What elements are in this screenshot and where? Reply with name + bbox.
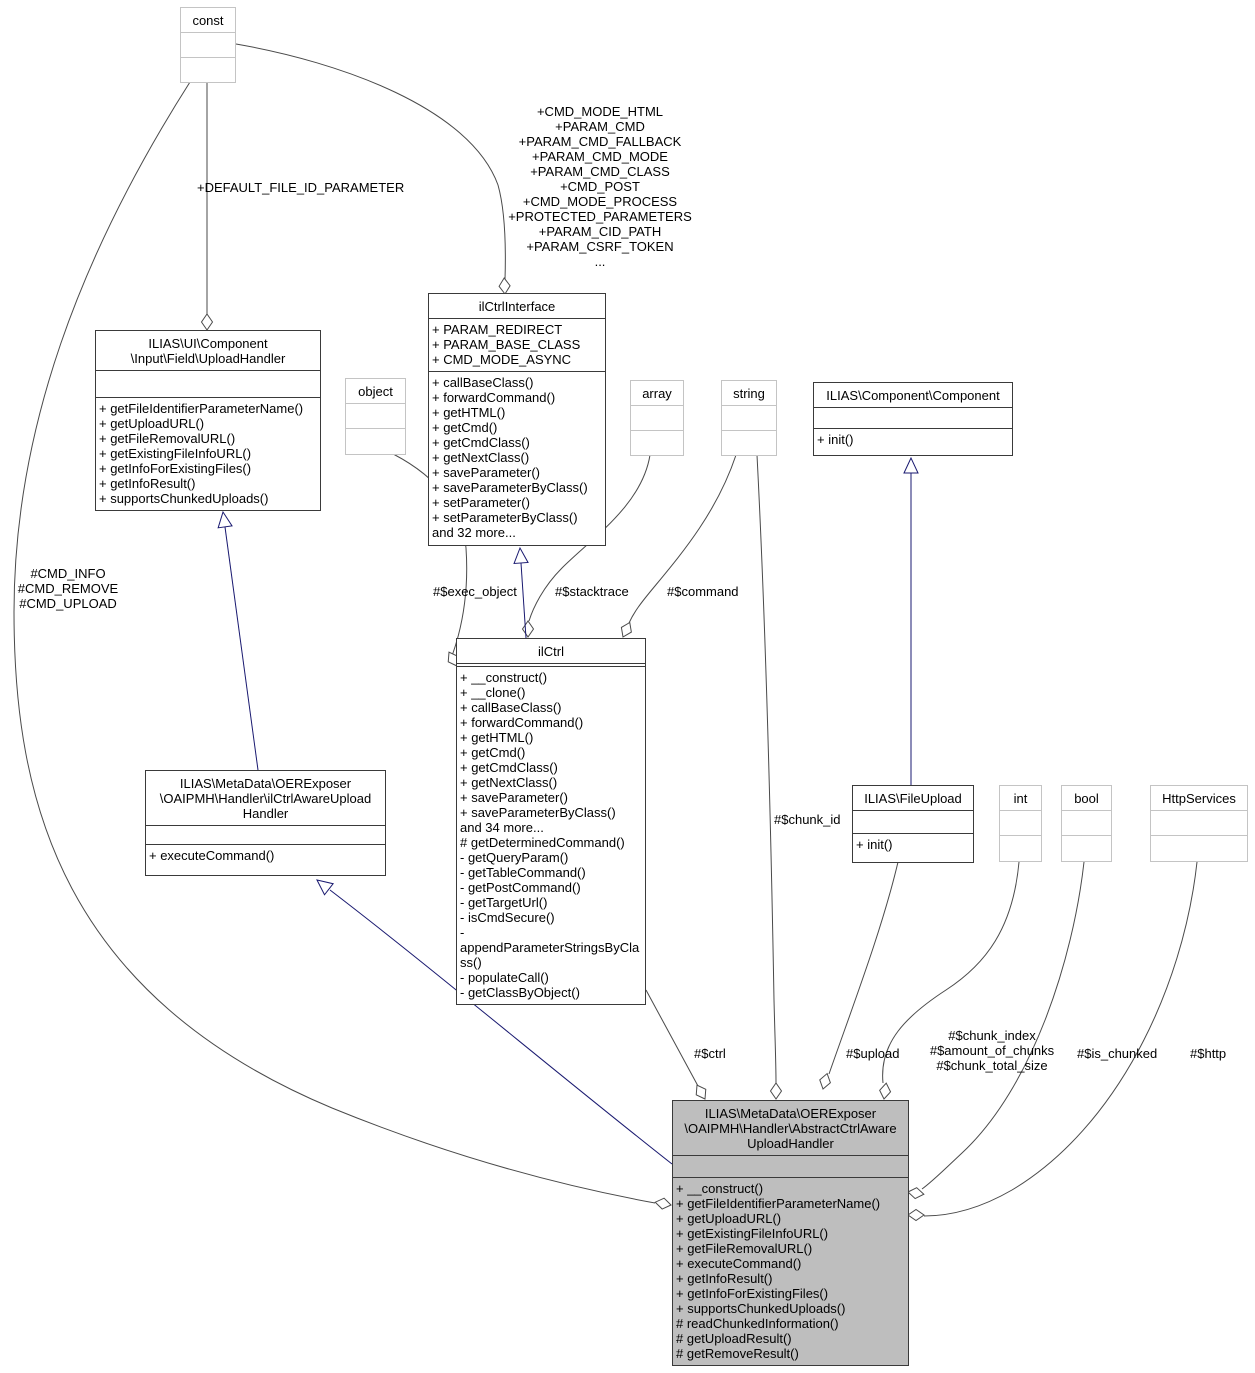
text-line: #CMD_INFO [30, 566, 106, 581]
methods-compartment [146, 844, 385, 875]
attributes-compartment [146, 825, 385, 844]
text-line: + getFileRemovalURL() [99, 431, 236, 446]
class-box-uploadhandler[interactable] [95, 330, 321, 511]
text-line: + getInfoResult() [676, 1271, 773, 1286]
text-line: #$chunk_total_size [936, 1058, 1048, 1073]
aggregation-diamond [908, 1210, 924, 1221]
text-line: + getCmd() [460, 745, 526, 760]
text-line: - getQueryParam() [460, 850, 569, 865]
edge-label-upload: #$upload [846, 1046, 900, 1061]
text-line: + getCmdClass() [432, 435, 530, 450]
attributes-compartment [181, 32, 235, 57]
methods-compartment [1000, 835, 1041, 861]
text-line: +CMD_POST [560, 179, 640, 194]
class-box-ilctrlawareuploadhandler[interactable] [145, 770, 386, 876]
class-box-string [721, 380, 777, 456]
text-line: ILIAS\UI\Component [148, 336, 268, 351]
text-line: + saveParameter() [432, 465, 541, 480]
attributes-compartment [1000, 810, 1041, 835]
text-line: + CMD_MODE_ASYNC [432, 352, 572, 367]
edge-label-exec-object: #$exec_object [433, 584, 517, 599]
text-line: +PARAM_CMD_CLASS [530, 164, 670, 179]
text-line: - isCmdSecure() [460, 910, 555, 925]
text-line: \Input\Field\UploadHandler [130, 351, 286, 366]
aggregation-diamond [879, 1082, 892, 1099]
edge-bool-to-abstracthandler [922, 862, 1084, 1189]
class-title [146, 771, 385, 825]
methods-compartment [346, 428, 405, 454]
text-line: + getHTML() [432, 405, 506, 420]
text-line: + init() [817, 432, 854, 447]
class-box-httpservices [1150, 785, 1248, 862]
aggregation-diamond [654, 1197, 672, 1211]
class-title: ILIAS\FileUpload [864, 791, 962, 806]
text-line: +PARAM_CMD_MODE [532, 149, 668, 164]
class-title [673, 1101, 908, 1155]
text-line: # getUploadResult() [676, 1331, 792, 1346]
text-line: ILIAS\MetaData\OERExposer [704, 1106, 877, 1121]
text-line: + PARAM_BASE_CLASS [432, 337, 581, 352]
text-line: +PARAM_CID_PATH [538, 224, 662, 239]
text-line: + __clone() [460, 685, 526, 700]
class-box-abstractctrlawareuploadhandler[interactable] [672, 1100, 909, 1366]
text-line: + callBaseClass() [432, 375, 534, 390]
class-box-component[interactable] [813, 382, 1013, 456]
text-line: + callBaseClass() [460, 700, 562, 715]
text-line: #CMD_UPLOAD [19, 596, 117, 611]
text-line: \OAIPMH\Handler\AbstractCtrlAware [684, 1121, 897, 1136]
text-line: + PARAM_REDIRECT [432, 322, 563, 337]
text-line: + getInfoForExistingFiles() [99, 461, 252, 476]
text-line: + __construct() [676, 1181, 764, 1196]
attributes-compartment [673, 1155, 908, 1177]
inheritance-arrowhead [904, 458, 918, 473]
class-title: ILIAS\Component\Component [826, 388, 1000, 403]
class-title: int [1013, 791, 1028, 806]
class-title [96, 331, 320, 370]
methods-compartment [814, 428, 1012, 455]
class-box-ilctrlinterface[interactable] [428, 293, 606, 546]
attributes-compartment [722, 405, 776, 430]
text-line: Handler [242, 806, 289, 821]
text-line: + __construct() [460, 670, 548, 685]
edge-label-ctrl-interface-constants [450, 104, 750, 269]
methods-compartment [722, 430, 776, 455]
text-line: \OAIPMH\Handler\ilCtrlAwareUpload [159, 791, 372, 806]
text-line: + getFileRemovalURL() [676, 1241, 813, 1256]
class-title: const [192, 13, 224, 28]
methods-compartment [631, 430, 683, 455]
text-line: # readChunkedInformation() [676, 1316, 839, 1331]
methods-compartment [96, 397, 320, 510]
aggregation-diamond [771, 1083, 782, 1099]
class-box-int [999, 785, 1042, 862]
class-box-object [345, 378, 406, 455]
edge-fileupload-to-abstracthandler [829, 862, 898, 1074]
text-line: + saveParameterByClass() [460, 805, 616, 820]
text-line: + getInfoResult() [99, 476, 196, 491]
aggregation-diamond [523, 621, 534, 637]
text-line: # getRemoveResult() [676, 1346, 799, 1361]
text-line: +CMD_MODE_HTML [536, 104, 664, 119]
text-line: + getFileIdentifierParameterName() [99, 401, 304, 416]
text-line: - getPostCommand() [460, 880, 581, 895]
text-line: - getTargetUrl() [460, 895, 548, 910]
class-title: object [358, 384, 393, 399]
text-line: + forwardCommand() [432, 390, 556, 405]
text-line: + saveParameterByClass() [432, 480, 588, 495]
edge-label-chunk-info [918, 1028, 1066, 1073]
text-line: + init() [856, 837, 893, 852]
text-line: + forwardCommand() [460, 715, 584, 730]
attributes-compartment [346, 403, 405, 428]
inheritance-arrowhead [313, 874, 333, 894]
methods-compartment [457, 666, 645, 1004]
methods-compartment [1151, 835, 1247, 861]
text-line: + supportsChunkedUploads() [99, 491, 269, 506]
aggregation-diamond [499, 278, 511, 295]
text-line: + getNextClass() [460, 775, 558, 790]
edge-label-ctrl: #$ctrl [694, 1046, 726, 1061]
text-line: + getNextClass() [432, 450, 530, 465]
text-line: + setParameter() [432, 495, 530, 510]
text-line: + saveParameter() [460, 790, 569, 805]
text-line: + setParameterByClass() [432, 510, 578, 525]
methods-compartment [181, 57, 235, 82]
edge-label-default-file-id-parameter: +DEFAULT_FILE_ID_PARAMETER [197, 180, 405, 195]
text-line: #CMD_REMOVE [17, 581, 119, 596]
class-box-const [180, 7, 236, 83]
class-box-ilctrl[interactable] [456, 638, 646, 1005]
class-box-bool [1061, 785, 1112, 862]
edge-ilctrl-to-abstracthandler [646, 990, 698, 1086]
attributes-compartment [814, 407, 1012, 428]
methods-compartment [429, 371, 605, 545]
text-line: + getExistingFileInfoURL() [676, 1226, 829, 1241]
methods-compartment [1062, 835, 1111, 861]
text-line: + getUploadURL() [99, 416, 205, 431]
text-line: +CMD_MODE_PROCESS [522, 194, 678, 209]
text-line: #$chunk_index [948, 1028, 1036, 1043]
attributes-compartment [96, 370, 320, 397]
text-line: + getInfoForExistingFiles() [676, 1286, 829, 1301]
text-line: +PARAM_CMD [555, 119, 645, 134]
class-box-fileupload[interactable] [852, 785, 974, 863]
text-line: + getExistingFileInfoURL() [99, 446, 252, 461]
attributes-compartment [853, 810, 973, 833]
text-line: + executeCommand() [149, 848, 275, 863]
edge-label-cmd-constants [8, 566, 128, 611]
class-box-array [630, 380, 684, 456]
text-line: + getHTML() [460, 730, 534, 745]
text-line: # getDeterminedCommand() [460, 835, 625, 850]
aggregation-diamond [692, 1082, 710, 1101]
edge-label-command: #$command [667, 584, 739, 599]
class-title: bool [1074, 791, 1099, 806]
edge-ilctrlaware-inherits-uploadhandler [225, 527, 258, 770]
text-line: + getCmd() [432, 420, 498, 435]
text-line: - getClassByObject() [460, 985, 580, 1000]
text-line: ILIAS\MetaData\OERExposer [179, 776, 352, 791]
attributes-compartment [631, 405, 683, 430]
text-line: +PARAM_CSRF_TOKEN [526, 239, 674, 254]
text-line: + getFileIdentifierParameterName() [676, 1196, 881, 1211]
text-line: and 32 more... [432, 525, 516, 540]
methods-compartment [853, 833, 973, 862]
methods-compartment [673, 1177, 908, 1365]
inheritance-arrowhead [513, 548, 528, 564]
edge-string-to-abstracthandler [757, 455, 776, 1083]
text-line: UploadHandler [747, 1136, 834, 1151]
text-line: ... [594, 254, 606, 269]
edge-label-chunk-id: #$chunk_id [774, 812, 841, 827]
inheritance-arrowhead [216, 511, 232, 528]
class-title: ilCtrlInterface [478, 299, 556, 314]
text-line: + supportsChunkedUploads() [676, 1301, 846, 1316]
text-line: +PARAM_CMD_FALLBACK [518, 134, 682, 149]
text-line: - populateCall() [460, 970, 549, 985]
aggregation-diamond [202, 314, 213, 330]
edge-label-http: #$http [1190, 1046, 1227, 1061]
attributes-compartment [1151, 810, 1247, 835]
class-title: ilCtrl [538, 644, 564, 659]
text-line: +PROTECTED_PARAMETERS [508, 209, 692, 224]
text-line: + executeCommand() [676, 1256, 802, 1271]
text-line: - appendParameterStringsByClass() [460, 925, 640, 970]
text-line: - getTableCommand() [460, 865, 586, 880]
text-line: #$amount_of_chunks [929, 1043, 1055, 1058]
aggregation-diamond [818, 1072, 833, 1090]
edge-label-is-chunked: #$is_chunked [1077, 1046, 1158, 1061]
aggregation-diamond [618, 620, 635, 639]
text-line: + getUploadURL() [676, 1211, 782, 1226]
text-line: + getCmdClass() [460, 760, 558, 775]
class-title: string [733, 386, 765, 401]
attributes-compartment [1062, 810, 1111, 835]
attributes-compartment [429, 318, 605, 371]
edge-label-stacktrace: #$stacktrace [555, 584, 629, 599]
text-line: and 34 more... [460, 820, 544, 835]
class-title: array [642, 386, 672, 401]
class-title: HttpServices [1162, 791, 1236, 806]
